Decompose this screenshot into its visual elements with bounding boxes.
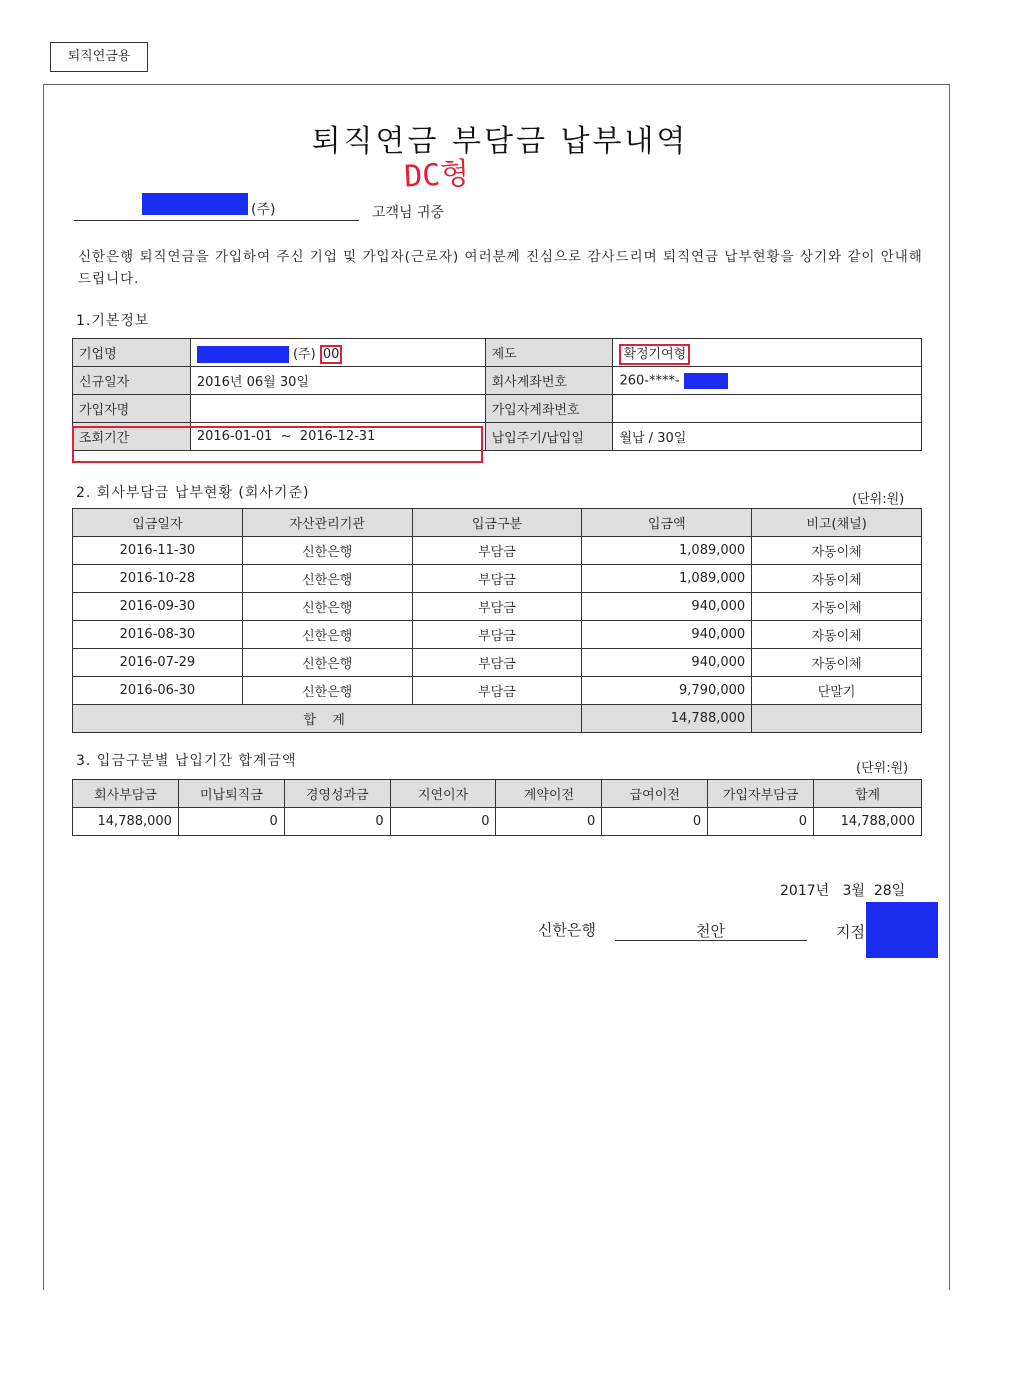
deposit-date-cell: 2016-06-30 — [73, 677, 243, 705]
section3-unit: (단위:원) — [856, 761, 909, 776]
column-header: 회사부담금 — [73, 780, 179, 808]
deposit-date-cell: 2016-07-29 — [73, 649, 243, 677]
channel-cell: 자동이체 — [752, 593, 922, 621]
total-amount: 14,788,000 — [582, 705, 752, 733]
info-value — [190, 339, 485, 367]
column-header: 입금액 — [582, 509, 752, 537]
institution-cell: 신한은행 — [242, 621, 412, 649]
seal-redaction — [866, 902, 938, 958]
institution-cell: 신한은행 — [242, 677, 412, 705]
info-label: 가입자계좌번호 — [485, 395, 613, 423]
channel-cell: 단말기 — [752, 677, 922, 705]
amount-cell: 9,790,000 — [582, 677, 752, 705]
branch-suffix: 지점 — [836, 923, 865, 941]
redaction-box — [684, 373, 728, 389]
column-header: 급여이전 — [602, 780, 708, 808]
column-header: 계약이전 — [496, 780, 602, 808]
summary-table — [72, 779, 922, 836]
deposit-type-cell: 부담금 — [412, 565, 582, 593]
section3-title: 3. 입금구분별 납입기간 합계금액 — [76, 753, 297, 769]
company-corp-suffix: (주) — [292, 346, 316, 362]
table-row — [73, 808, 922, 836]
info-label: 가입자명 — [73, 395, 191, 423]
addressee-corp-suffix: (주) — [251, 202, 276, 218]
institution-cell: 신한은행 — [242, 565, 412, 593]
document-title: 퇴직연금 부담금 납부내역 — [311, 124, 689, 159]
section2-title: 2. 회사부담금 납부현황 (회사기준) — [76, 485, 310, 501]
issue-date: 2017년 3월 28일 — [780, 883, 906, 899]
section2-unit: (단위:원) — [852, 492, 905, 507]
table-row — [73, 537, 922, 565]
summary-value-cell: 0 — [602, 808, 708, 836]
table-header-row — [73, 780, 922, 808]
table-row — [73, 593, 922, 621]
summary-value-cell: 14,788,000 — [814, 808, 922, 836]
bank-name: 신한은행 — [538, 921, 596, 939]
total-row — [73, 705, 922, 733]
info-label: 기업명 — [73, 339, 191, 367]
institution-cell: 신한은행 — [242, 649, 412, 677]
column-header: 미납퇴직금 — [178, 780, 284, 808]
total-label: 합 계 — [73, 705, 582, 733]
summary-value-cell: 0 — [178, 808, 284, 836]
amount-cell: 940,000 — [582, 593, 752, 621]
table-row — [73, 565, 922, 593]
deposit-date-cell: 2016-08-30 — [73, 621, 243, 649]
deposit-type-cell: 부담금 — [412, 621, 582, 649]
addressee-honorific: 고객님 귀중 — [372, 205, 445, 221]
deposit-date-cell: 2016-09-30 — [73, 593, 243, 621]
column-header: 입금구분 — [412, 509, 582, 537]
summary-value-cell: 0 — [284, 808, 390, 836]
deposit-type-cell: 부담금 — [412, 649, 582, 677]
amount-cell: 940,000 — [582, 649, 752, 677]
channel-cell: 자동이체 — [752, 537, 922, 565]
deposit-type-cell: 부담금 — [412, 537, 582, 565]
table-row — [73, 677, 922, 705]
info-value — [613, 339, 922, 367]
info-label: 제도 — [485, 339, 613, 367]
channel-cell: 자동이체 — [752, 649, 922, 677]
table-row — [73, 621, 922, 649]
payment-status-table — [72, 508, 922, 733]
plan-type-value: 확정기여형 — [619, 344, 690, 365]
institution-cell: 신한은행 — [242, 537, 412, 565]
info-label: 신규일자 — [73, 367, 191, 395]
channel-cell: 자동이체 — [752, 621, 922, 649]
info-value: 2016-01-01 ~ 2016-12-31 — [190, 423, 485, 451]
info-label: 회사계좌번호 — [485, 367, 613, 395]
channel-cell: 자동이체 — [752, 565, 922, 593]
redaction-box — [197, 346, 289, 363]
company-name-suffix: 00 — [320, 345, 343, 364]
institution-cell: 신한은행 — [242, 593, 412, 621]
column-header: 자산관리기관 — [242, 509, 412, 537]
redaction-box — [142, 193, 248, 215]
column-header: 합계 — [814, 780, 922, 808]
column-header: 지연이자 — [390, 780, 496, 808]
handwritten-note: DC형 — [403, 156, 471, 195]
deposit-date-cell: 2016-11-30 — [73, 537, 243, 565]
info-row — [73, 367, 922, 395]
info-row — [73, 395, 922, 423]
total-empty-cell — [752, 705, 922, 733]
info-value — [613, 395, 922, 423]
column-header: 비고(채널) — [752, 509, 922, 537]
summary-value-cell: 0 — [708, 808, 814, 836]
query-period-highlight — [72, 426, 483, 463]
section1-title: 1.기본정보 — [76, 313, 150, 329]
table-row — [73, 649, 922, 677]
deposit-date-cell: 2016-10-28 — [73, 565, 243, 593]
deposit-type-cell: 부담금 — [412, 593, 582, 621]
column-header: 가입자부담금 — [708, 780, 814, 808]
document-tag: 퇴직연금용 — [50, 42, 148, 72]
column-header: 경영성과금 — [284, 780, 390, 808]
table-header-row — [73, 509, 922, 537]
info-value — [613, 367, 922, 395]
info-value: 월납 / 30일 — [613, 423, 922, 451]
amount-cell: 1,089,000 — [582, 565, 752, 593]
info-row — [73, 339, 922, 367]
info-label: 조회기간 — [73, 423, 191, 451]
info-value — [190, 395, 485, 423]
info-label: 납입주기/납입일 — [485, 423, 613, 451]
column-header: 입금일자 — [73, 509, 243, 537]
intro-text: 신한은행 퇴직연금을 가입하여 주신 기업 및 가입자(근로자) 여러분께 진심으로 감사드리며 퇴직연금 납부현황을 상기와 같이 안내해 드립니다. — [78, 249, 923, 287]
summary-value-cell: 0 — [496, 808, 602, 836]
summary-value-cell: 0 — [390, 808, 496, 836]
summary-value-cell: 14,788,000 — [73, 808, 179, 836]
amount-cell: 940,000 — [582, 621, 752, 649]
info-value: 2016년 06월 30일 — [190, 367, 485, 395]
amount-cell: 1,089,000 — [582, 537, 752, 565]
company-account-value: 260-****- — [619, 373, 680, 388]
branch-name: 천안 — [696, 922, 725, 940]
deposit-type-cell: 부담금 — [412, 677, 582, 705]
